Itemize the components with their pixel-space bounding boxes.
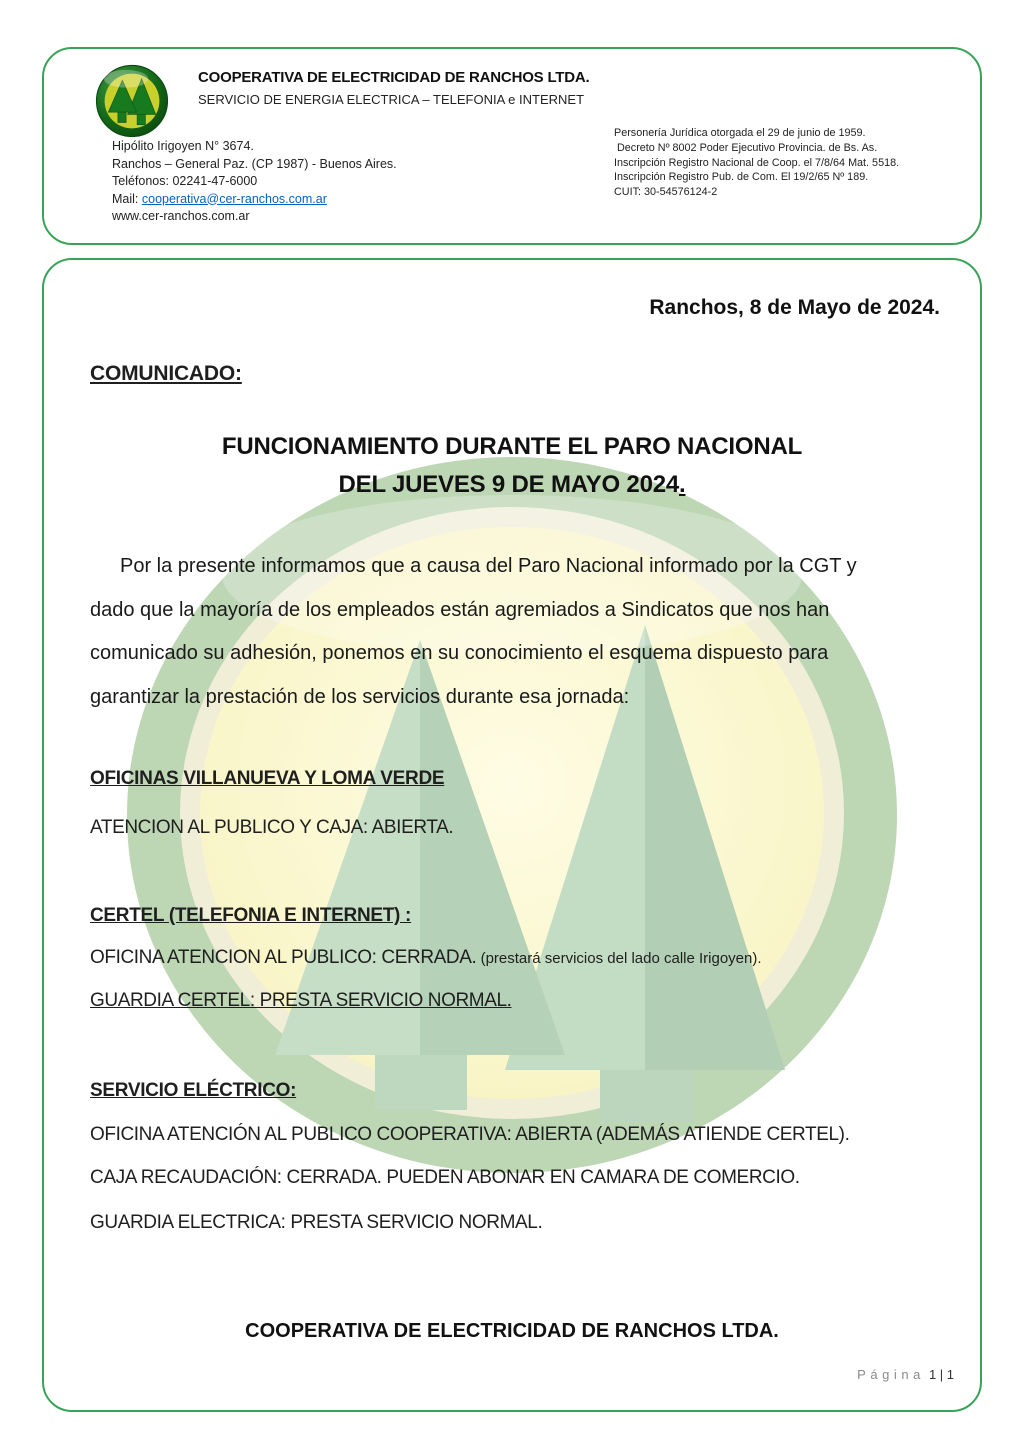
legal-line: Inscripción Registro Pub. de Com. El 19/2/65 Nº 189. bbox=[614, 171, 869, 184]
notice-title-line2: DEL JUEVES 9 DE MAYO 2024. bbox=[338, 471, 686, 498]
communique-box bbox=[42, 258, 982, 1412]
page-number bbox=[857, 1367, 954, 1382]
section-line: GUARDIA CERTEL: PRESTA SERVICIO NORMAL. bbox=[90, 990, 512, 1011]
section-line: GUARDIA ELECTRICA: PRESTA SERVICIO NORMAL. bbox=[90, 1212, 543, 1233]
brand-block bbox=[198, 69, 589, 107]
paragraph-line: garantizar la prestación de los servicios durante esa jornada: bbox=[90, 685, 630, 708]
footer-company-name: COOPERATIVA DE ELECTRICIDAD DE RANCHOS LTDA. bbox=[245, 1320, 779, 1342]
section-heading-oficinas: OFICINAS VILLANUEVA Y LOMA VERDE bbox=[90, 768, 445, 789]
legal-line: Decreto Nº 8002 Poder Ejecutivo Provincia. de Bs. As. bbox=[614, 141, 878, 154]
address-city: Ranchos – General Paz. (CP 1987) - Buenos Aires. bbox=[112, 156, 397, 171]
paragraph-line: dado que la mayoría de los empleados están agremiados a Sindicatos que nos han bbox=[90, 598, 830, 621]
letterhead-box bbox=[42, 47, 982, 245]
legal-line: CUIT: 30-54576124-2 bbox=[614, 186, 718, 199]
mail-link[interactable]: cooperativa@cer-ranchos.com.ar bbox=[141, 191, 327, 206]
legal-block bbox=[614, 126, 899, 200]
section-heading-certel: CERTEL (TELEFONIA E INTERNET) : bbox=[90, 905, 412, 926]
company-tagline: SERVICIO DE ENERGIA ELECTRICA – TELEFONIA e INTERNET bbox=[198, 92, 585, 107]
section-line-note: (prestará servicios del lado calle Irigoyen). bbox=[476, 950, 762, 967]
company-name: COOPERATIVA DE ELECTRICIDAD DE RANCHOS LTDA. bbox=[198, 69, 590, 86]
title-underlined-period: . bbox=[679, 471, 686, 498]
address-phone: Teléfonos: 02241-47-6000 bbox=[112, 174, 258, 188]
address-block bbox=[112, 138, 397, 226]
paragraph-line: comunicado su adhesión, ponemos en su conocimiento el esquema dispuesto para bbox=[90, 642, 829, 664]
section-line: ATENCION AL PUBLICO Y CAJA: ABIERTA. bbox=[90, 817, 454, 838]
date-line: Ranchos, 8 de Mayo de 2024. bbox=[649, 296, 940, 319]
address-mail-row bbox=[112, 191, 397, 209]
cooperative-trees-logo-icon bbox=[95, 64, 169, 138]
paragraph-line: Por la presente informamos que a causa del Paro Nacional informado por la CGT y bbox=[120, 555, 857, 577]
intro-paragraph bbox=[90, 545, 857, 719]
comunicado-heading: COMUNICADO: bbox=[90, 362, 242, 385]
page-number-value: 1 | 1 bbox=[928, 1367, 954, 1382]
section-line: OFICINA ATENCIÓN AL PUBLICO COOPERATIVA: ABIERTA (ADEMÁS ATIENDE CERTEL). bbox=[90, 1124, 850, 1145]
address-website: www.cer-ranchos.com.ar bbox=[112, 209, 250, 223]
page-number-label: Página bbox=[857, 1367, 925, 1382]
address-street: Hipólito Irigoyen N° 3674. bbox=[112, 139, 254, 153]
section-line: OFICINA ATENCION AL PUBLICO: CERRADA. (prestará servicios del lado calle Irigoyen). bbox=[90, 947, 762, 968]
mail-label: Mail: bbox=[112, 191, 142, 206]
legal-line: Personería Jurídica otorgada el 29 de junio de 1959. bbox=[614, 127, 866, 139]
section-line: CAJA RECAUDACIÓN: CERRADA. PUEDEN ABONAR EN CAMARA DE COMERCIO. bbox=[90, 1167, 800, 1188]
notice-title-line1: FUNCIONAMIENTO DURANTE EL PARO NACIONAL bbox=[221, 433, 803, 460]
legal-line: Inscripción Registro Nacional de Coop. el 7/8/64 Mat. 5518. bbox=[614, 156, 900, 169]
notice-title bbox=[44, 428, 980, 504]
section-heading-servicio-electrico: SERVICIO ELÉCTRICO: bbox=[90, 1080, 297, 1101]
